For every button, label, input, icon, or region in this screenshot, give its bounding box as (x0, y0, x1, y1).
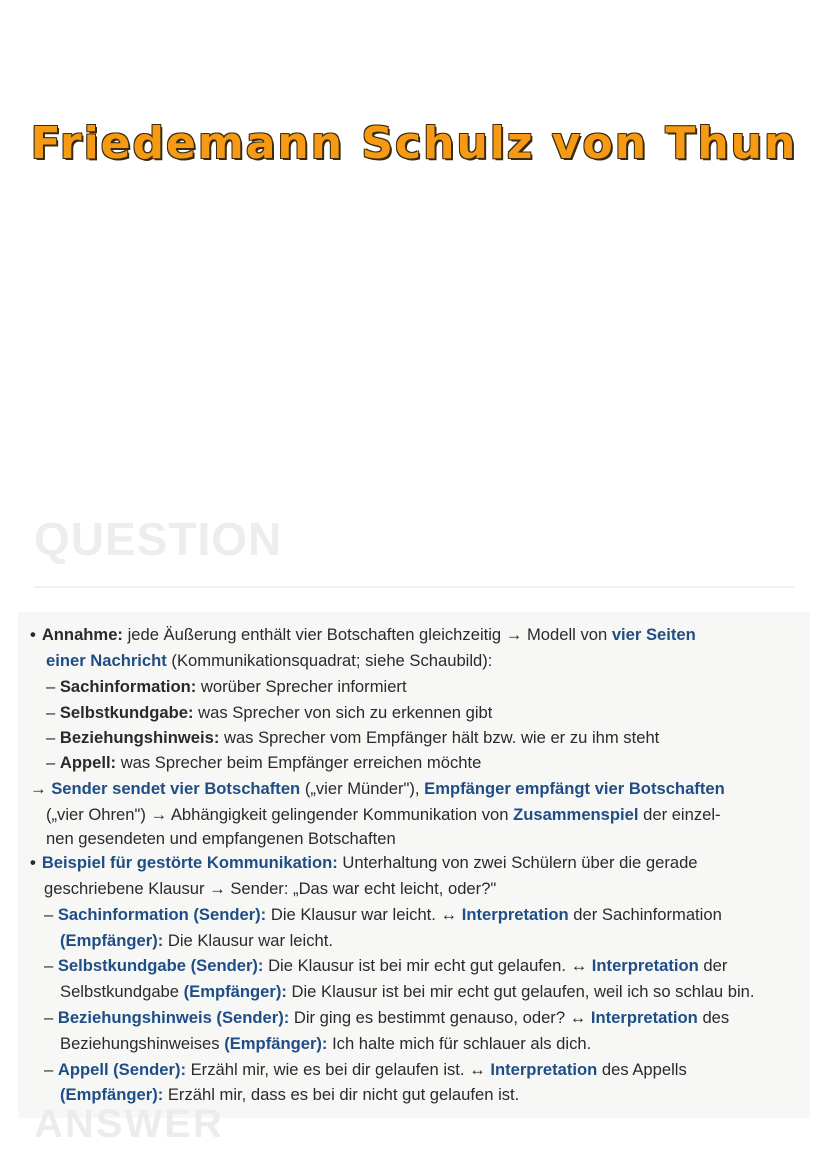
note-line (60, 1033, 591, 1055)
note-line (30, 624, 696, 646)
bullet: • (30, 625, 36, 644)
watermark-answer: ANSWER (34, 1102, 224, 1146)
watermark-question: QUESTION (34, 513, 283, 565)
note-line (46, 650, 492, 672)
page-title: Friedemann Schulz von Thun (30, 118, 798, 169)
note-line (44, 955, 727, 977)
term: Selbstkundgabe (Sender): (57, 956, 264, 975)
dash: – (44, 1008, 58, 1027)
highlight: Empfänger empfängt vier Botschaften (424, 779, 725, 798)
bullet: • (30, 853, 36, 872)
text: („vier Ohren") → Abhängigkeit gelingender Kommunikation von (46, 805, 514, 824)
text: („vier Münder"), (300, 779, 425, 798)
dash: – (44, 956, 58, 975)
term: Selbstkundgabe: (59, 703, 194, 722)
highlight: Interpretation (490, 1060, 598, 1079)
text: was Sprecher vom Empfänger hält bzw. wie er zu ihm steht (219, 728, 660, 747)
term: Sachinformation (Sender): (57, 905, 267, 924)
note-line (46, 804, 721, 826)
text: was Sprecher beim Empfänger erreichen möchte (116, 753, 482, 772)
dash: – (44, 1060, 58, 1079)
text: Selbstkundgabe (60, 982, 184, 1001)
dash: – (46, 703, 60, 722)
note-line (30, 778, 725, 800)
term: Annahme: (41, 625, 123, 644)
highlight: Interpretation (591, 956, 699, 975)
text: (Kommunikationsquadrat; siehe Schaubild): (166, 651, 493, 670)
text: Erzähl mir, dass es bei dir nicht gut gelaufen ist. (163, 1085, 520, 1104)
text: worüber Sprecher informiert (196, 677, 407, 696)
note-line (44, 1007, 729, 1029)
text: Ich halte mich für schlauer als dich. (327, 1034, 592, 1053)
note-line (46, 702, 492, 724)
text: der einzel- (638, 805, 721, 824)
text: Die Klausur ist bei mir echt gut gelaufen. ↔ (263, 956, 592, 975)
note-line (44, 904, 722, 926)
highlight: Interpretation (461, 905, 569, 924)
highlight: Beispiel für gestörte Kommunikation: (41, 853, 338, 872)
text: Die Klausur war leicht. ↔ (266, 905, 462, 924)
dash: – (44, 905, 58, 924)
text: jede Äußerung enthält vier Botschaften gleichzeitig → Modell von (122, 625, 612, 644)
text: Dir ging es bestimmt genauso, oder? ↔ (289, 1008, 591, 1027)
text: der Sachinformation (568, 905, 722, 924)
notes-panel (18, 612, 810, 1118)
text: geschriebene Klausur → Sender: „Das war echt leicht, oder?" (44, 879, 497, 898)
text: Beziehungshinweises (60, 1034, 225, 1053)
text: Unterhaltung von zwei Schülern über die gerade (337, 853, 698, 872)
text: Die Klausur war leicht. (163, 931, 333, 950)
note-line (46, 727, 659, 749)
highlight: Interpretation (590, 1008, 698, 1027)
term: (Empfänger): (60, 931, 164, 950)
text: was Sprecher von sich zu erkennen gibt (193, 703, 493, 722)
term: Appell (Sender): (57, 1060, 186, 1079)
highlight: Sender sendet vier Botschaften (51, 779, 301, 798)
note-line (44, 1059, 687, 1081)
note-line (46, 828, 396, 850)
text: des Appells (597, 1060, 687, 1079)
term: Appell: (59, 753, 117, 772)
dash: – (46, 728, 60, 747)
dash: – (46, 677, 60, 696)
watermark-divider (34, 586, 794, 588)
term: Sachinformation: (59, 677, 197, 696)
term: Beziehungshinweis: (59, 728, 220, 747)
highlight: einer Nachricht (46, 651, 167, 670)
term: (Empfänger): (224, 1034, 328, 1053)
text: Erzähl mir, wie es bei dir gelaufen ist. ↔ (186, 1060, 491, 1079)
text: Die Klausur ist bei mir echt gut gelaufen, weil ich so schlau bin. (286, 982, 755, 1001)
note-line (46, 752, 481, 774)
note-line (44, 878, 496, 900)
note-line (46, 676, 407, 698)
text: der (698, 956, 728, 975)
term: (Empfänger): (183, 982, 287, 1001)
highlight: Zusammenspiel (513, 805, 639, 824)
highlight: vier Seiten (611, 625, 696, 644)
note-line (30, 852, 698, 874)
term: (Empfänger): (60, 1085, 164, 1104)
dash: – (46, 753, 60, 772)
note-line (60, 981, 755, 1003)
text: des (697, 1008, 730, 1027)
arrow: → (30, 779, 52, 798)
text: nen gesendeten und empfangenen Botschaften (46, 829, 396, 848)
note-line (60, 930, 333, 952)
term: Beziehungshinweis (Sender): (57, 1008, 290, 1027)
